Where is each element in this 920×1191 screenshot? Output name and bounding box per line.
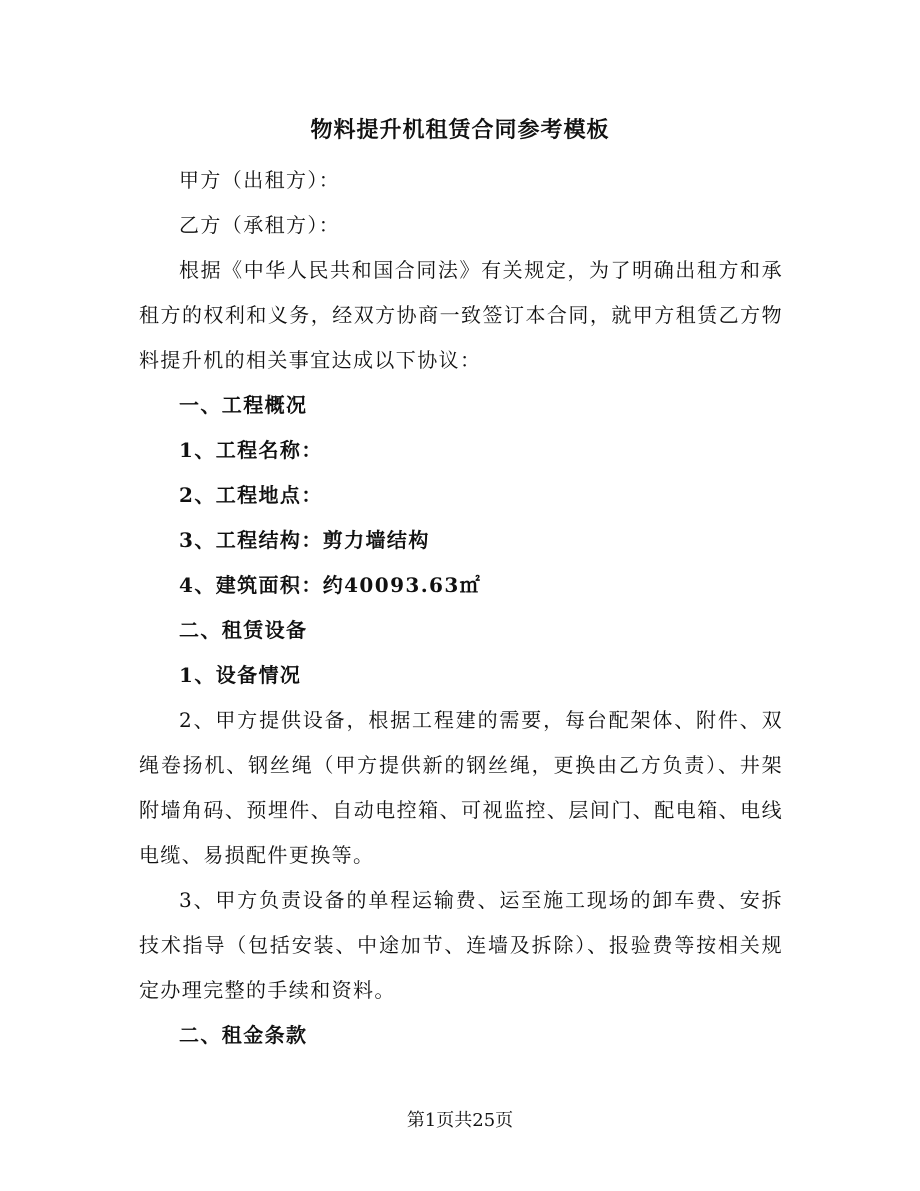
document-body bbox=[139, 158, 783, 1058]
project-location-line: 2、工程地点： bbox=[179, 483, 323, 507]
intro-paragraph: 根据《中华人民共和国合同法》有关规定，为了明确出租方和承租方的权利和义务，经双方协商一致签订本合同，就甲方租赁乙方物料提升机的相关事宜达成以下协议： bbox=[139, 258, 783, 372]
document-title: 物料提升机租赁合同参考模板 bbox=[310, 117, 610, 143]
party-b-line: 乙方（承租方）： bbox=[179, 213, 341, 237]
equipment-status-line: 1、设备情况 bbox=[179, 663, 302, 687]
page-number-footer: 第1页共25页 bbox=[406, 1110, 514, 1131]
section-heading-project-overview: 一、工程概况 bbox=[179, 393, 308, 417]
equipment-supply-paragraph: 2、甲方提供设备，根据工程建的需要，每台配架体、附件、双绳卷扬机、钢丝绳（甲方提供新的钢丝绳，更换由乙方负责）、井架附墙角码、预埋件、自动电控箱、可视监控、层间门、配电箱、电线电缆、易损配件更换等。 bbox=[139, 708, 783, 867]
section-heading-rental-equipment: 二、租赁设备 bbox=[179, 618, 308, 642]
equipment-responsibility-paragraph: 3、甲方负责设备的单程运输费、运至施工现场的卸车费、安拆技术指导（包括安装、中途加节、连墙及拆除）、报验费等按相关规定办理完整的手续和资料。 bbox=[139, 888, 783, 1002]
building-area-line: 4、建筑面积：约40093.63㎡ bbox=[179, 573, 482, 597]
project-structure-line: 3、工程结构：剪力墙结构 bbox=[179, 528, 430, 552]
project-name-line: 1、工程名称： bbox=[179, 438, 323, 462]
party-a-line: 甲方（出租方）： bbox=[179, 168, 341, 192]
section-heading-rent-terms: 二、租金条款 bbox=[179, 1023, 308, 1047]
